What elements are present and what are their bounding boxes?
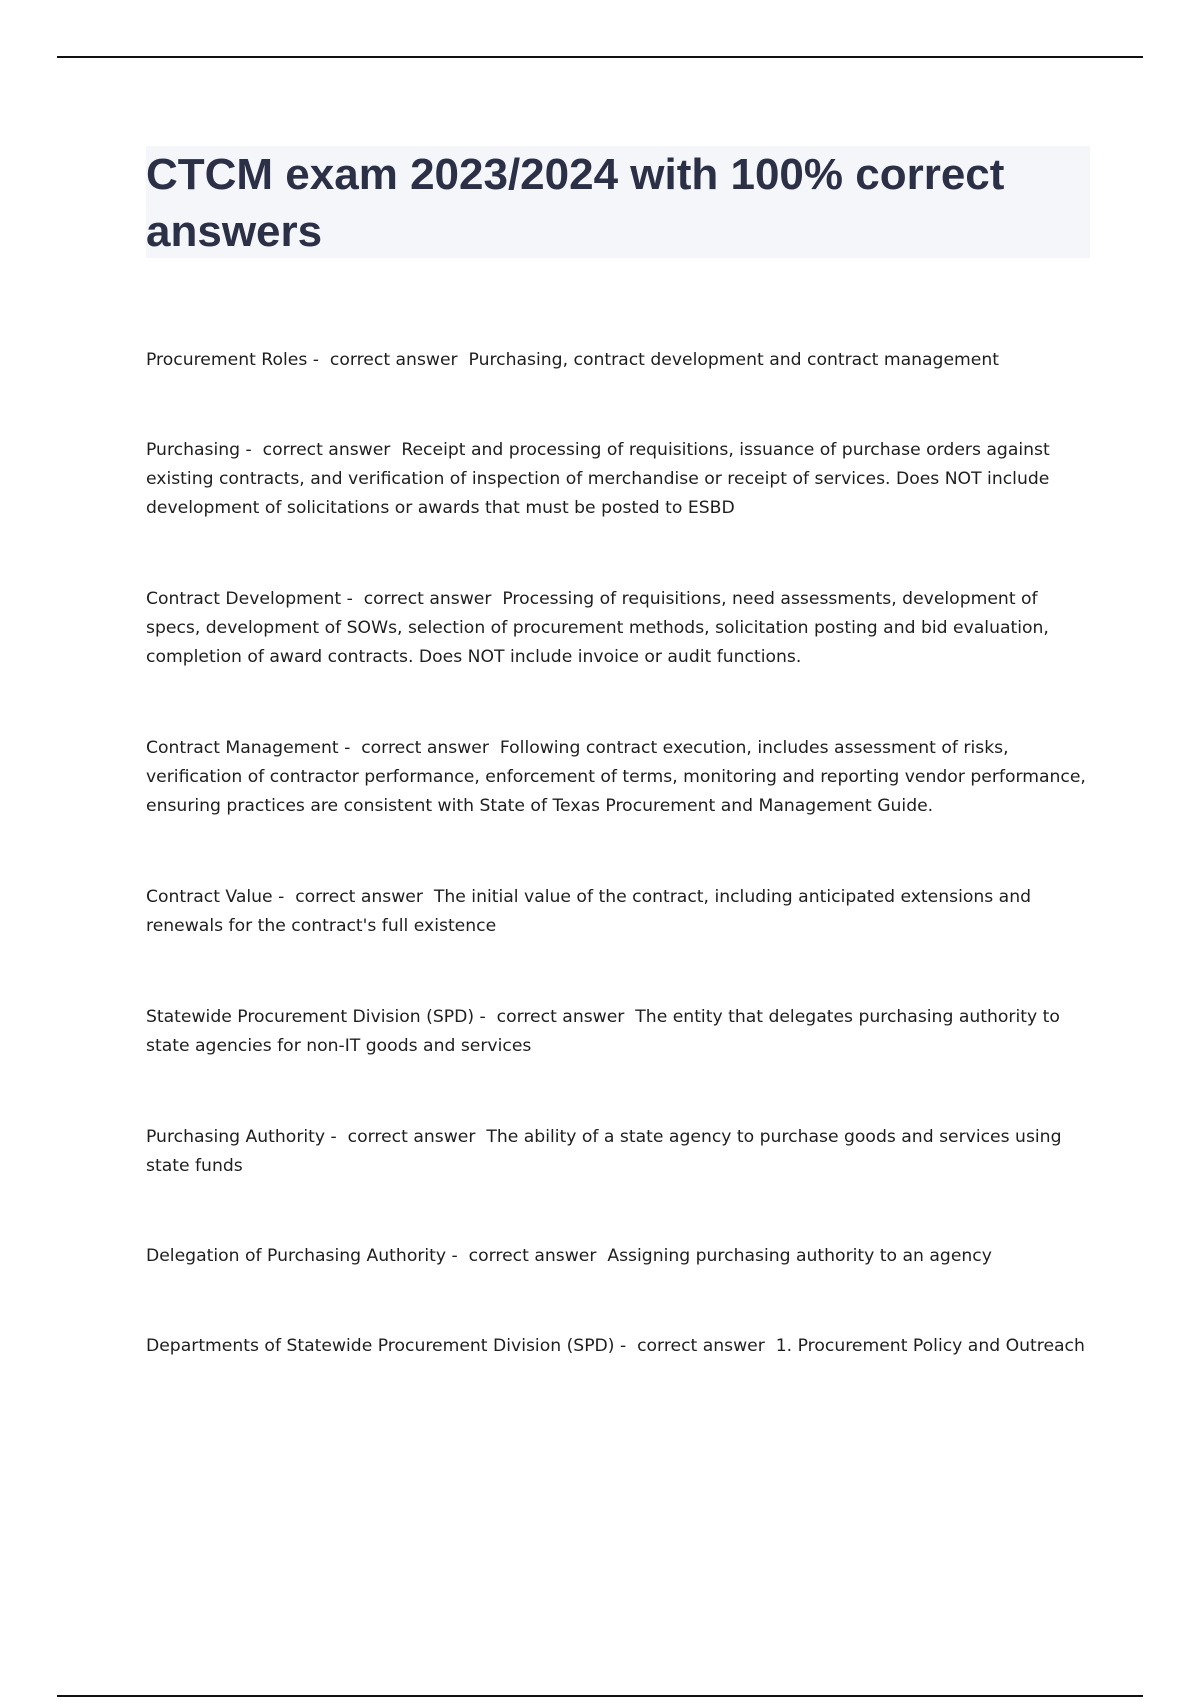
- entry-term: Purchasing Authority: [146, 1127, 326, 1147]
- entry-answer: Processing of requisitions, need assessments, development of specs, development of SOWs, selection of procurement methods, solicitation posting and bid evaluation, completion of award contracts. Does NOT include invoice or audit functions.: [146, 589, 1055, 667]
- entry-separator: - correct answer: [325, 1127, 487, 1147]
- qa-entry: [146, 1003, 1096, 1061]
- qa-entry: [146, 1242, 1096, 1271]
- qa-entry: [146, 883, 1096, 941]
- entry-separator: - correct answer: [341, 589, 503, 609]
- qa-entry: [146, 1332, 1096, 1361]
- document-title: CTCM exam 2023/2024 with 100% correct answers: [146, 150, 1005, 256]
- entry-answer: The ability of a state agency to purchase goods and services using state funds: [146, 1127, 1067, 1176]
- top-rule: [57, 56, 1143, 58]
- entry-answer: 1. Procurement Policy and Outreach: [775, 1336, 1085, 1356]
- qa-entry: [146, 436, 1096, 523]
- entry-answer: Following contract execution, includes assessment of risks, verification of contractor performance, enforcement of terms, monitoring and reporting vendor performance, ensuring practices are consistent with State of Texas Procurement and Management Guide.: [146, 738, 1092, 816]
- entry-answer: The initial value of the contract, including anticipated extensions and renewals for the contract's full existence: [146, 887, 1037, 936]
- entry-separator: - correct answer: [446, 1246, 608, 1266]
- entry-answer: Assigning purchasing authority to an agency: [607, 1246, 992, 1266]
- entry-separator: - correct answer: [240, 440, 402, 460]
- qa-entry: [146, 346, 1096, 375]
- entry-term: Procurement Roles: [146, 350, 308, 370]
- entry-term: Statewide Procurement Division (SPD): [146, 1007, 475, 1027]
- qa-entry: [146, 1123, 1096, 1181]
- qa-entry: [146, 734, 1096, 821]
- entry-answer: Receipt and processing of requisitions, issuance of purchase orders against existing contracts, and verification of inspection of merchandise or receipt of services. Does NOT include development of solicitations or awards that must be posted to ESBD: [146, 440, 1056, 518]
- entry-separator: - correct answer: [272, 887, 434, 907]
- entry-term: Contract Development: [146, 589, 342, 609]
- entry-separator: - correct answer: [307, 350, 469, 370]
- entry-term: Contract Management: [146, 738, 339, 758]
- entry-term: Purchasing: [146, 440, 241, 460]
- bottom-rule: [57, 1695, 1143, 1697]
- entry-separator: - correct answer: [338, 738, 500, 758]
- entry-separator: - correct answer: [474, 1007, 636, 1027]
- entry-answer: The entity that delegates purchasing authority to state agencies for non-IT goods and services: [146, 1007, 1066, 1056]
- entry-term: Contract Value: [146, 887, 273, 907]
- entry-term: Delegation of Purchasing Authority: [146, 1246, 447, 1266]
- entry-term: Departments of Statewide Procurement Division (SPD): [146, 1336, 615, 1356]
- entry-answer: Purchasing, contract development and contract management: [468, 350, 999, 370]
- qa-entry: [146, 585, 1096, 672]
- qa-list: [146, 346, 1096, 1361]
- entry-separator: - correct answer: [614, 1336, 776, 1356]
